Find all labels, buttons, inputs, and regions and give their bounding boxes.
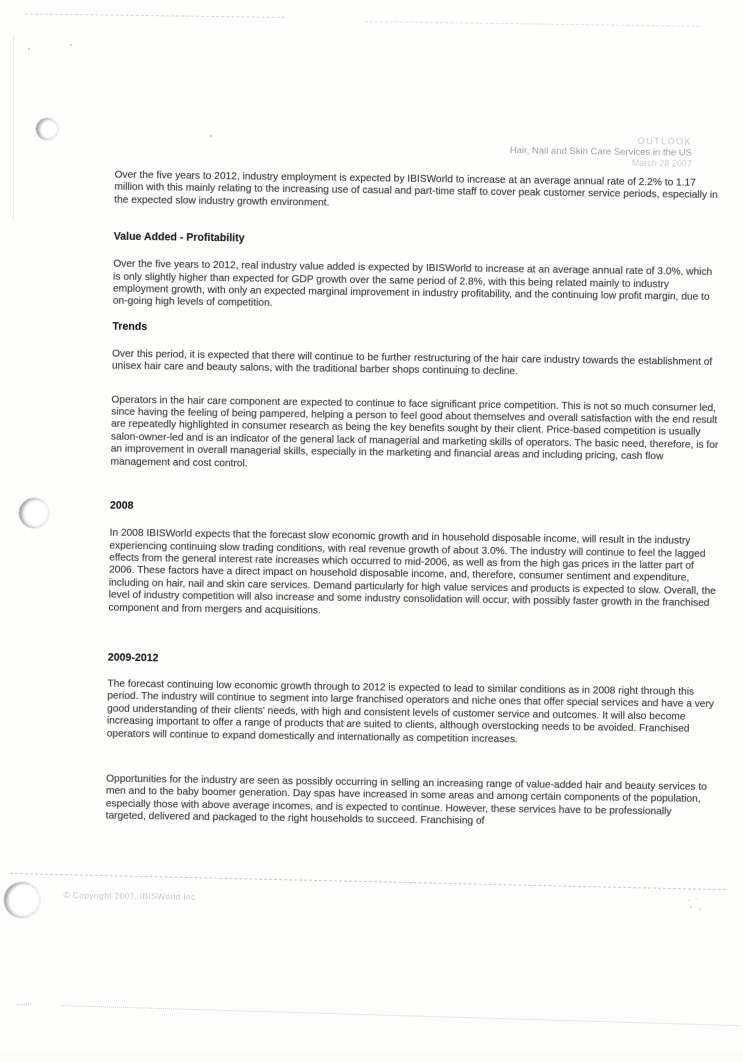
body-paragraph: Over this period, it is expected that there will continue to be further restructuring of the hair care industry towards the establishment of unisex hair care and beauty salons, with the traditional barber shops continuing to decline.	[111, 348, 713, 378]
top-scan-artifact-line	[365, 21, 700, 27]
section-heading-2008: 2008	[109, 499, 134, 513]
section-heading-trends: Trends	[112, 320, 148, 333]
report-section-label: OUTLOOK	[637, 135, 693, 147]
body-paragraph: Operators in the hair care component are expected to continue to face significant price competition. This is not so much consumer led, since having the feeling of being pampered, helping a person to feel good about themselves and overall satisfaction with the end result are repeatedly highlighted in consumer research as being the key benefits sought by their client. Price-based competition is usually salon-owner-led and is an indicator of the general lack of managerial and marketing skills of operators. The basic need, therefore, is for an improvement in overall managerial skills, especially in the marketing and financial areas and including pricing, cash flow management and cost control.	[110, 394, 719, 470]
page-header	[510, 134, 693, 170]
section-heading-2009-2012: 2009-2012	[107, 651, 159, 665]
body-paragraph: Over the five years to 2012, industry employment is expected by IBISWorld to increase at an average annual rate of 2.2% to 1.17 million with this mainly relating to the increasing use of casual and part-time staff to cover peak customer service periods, especially in the expected slow industry growth environment.	[114, 169, 718, 209]
body-paragraph: Opportunities for the industry are seen as possibly occurring in selling an increasing range of value-added hair and beauty services to men and to the baby boomer generation. Day spas have increased in some areas and among certain components of the population, especially those with above average incomes, and is expected to continue. However, these services have to be professionally targeted, delivered and packaged to the right households to succeed. Franchising of	[105, 773, 707, 828]
report-date: March 28 2007	[631, 157, 692, 169]
body-paragraph: In 2008 IBISWorld expects that the forecast slow economic growth and in household disposable income, will result in the industry experiencing continuing slow trading conditions, with real revenue growth of about 3.0%. The industry will continue to feel the lagged effects from the general interest rate increases which occurred to mid-2006, as well as from the high gas prices in the latter part of 2006. These factors have a direct impact on household disposable income, and, therefore, consumer sentiment and expenditure, including on hair, nail and skin care services. Demand particularly for high value services and products is expected to slow. Overall, the level of industry competition will also increase and some industry consolidation will occur, with possibly faster growth in the franchised component and from mergers and acquisitions.	[108, 527, 716, 617]
document-body	[106, 170, 723, 832]
top-scan-artifact-line	[25, 13, 285, 18]
copyright-notice: © Copyright 2007, IBISWorld Inc	[63, 889, 196, 902]
body-paragraph: The forecast continuing low economic growth through to 2012 is expected to lead to similar conditions as in 2008 right through this period. The industry will continue to segment into large franchised operators and niche ones that offer special services and have a very good understanding of their clients' needs, with high and consistent levels of customer service and outcomes. It will also become increasing important to offer a range of products that are suited to clients, although overstocking needs to be avoided. Franchised operators will continue to expand domestically and internationally as competition increases.	[106, 678, 715, 745]
body-paragraph: Over the five years to 2012, real industry value added is expected by IBISWorld to increase at an average annual rate of 3.0%, which is only slightly higher than expected for GDP growth over the same period of 2.8%, with this being related mainly to industry employment growth, with only an expected marginal improvement in industry profitability, and the continuing low profit margin, due to on-going high levels of competition.	[112, 258, 713, 310]
report-title: Hair, Nail and Skin Care Services in the US	[509, 145, 693, 159]
section-heading-value-added: Value Added - Profitability	[113, 230, 245, 245]
